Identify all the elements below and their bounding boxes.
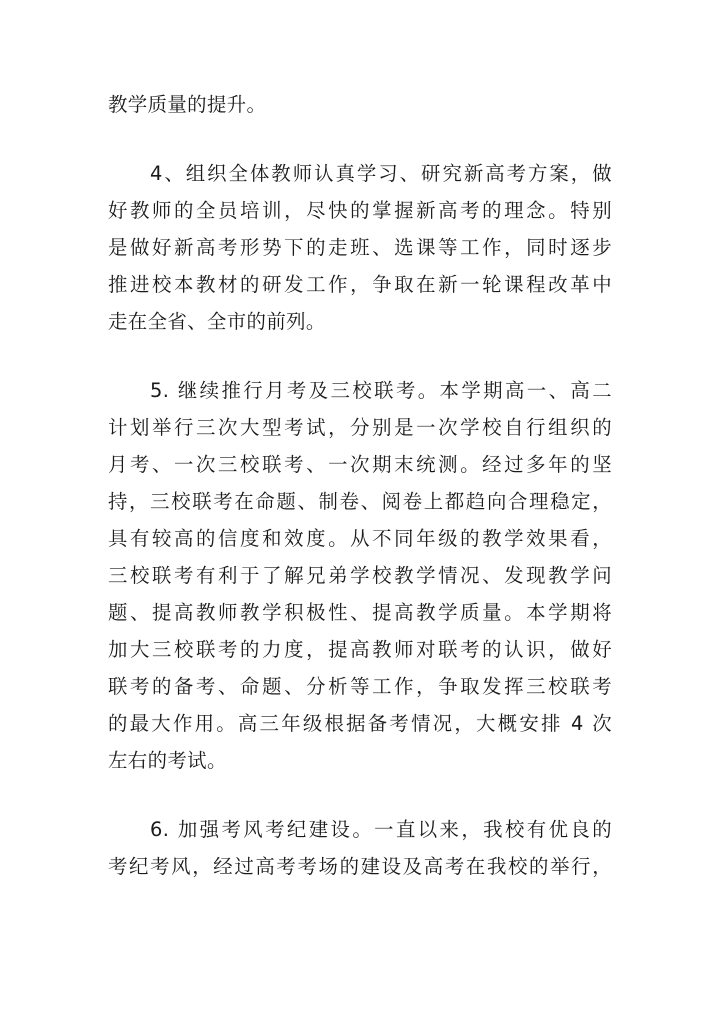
- paragraph-4: [108, 811, 612, 885]
- paragraph-1: [108, 86, 612, 123]
- paragraph-2: [108, 155, 612, 340]
- text-line: 4、组织全体教师认真学习、研究新高考方案，做: [150, 162, 612, 185]
- text-line: 三校联考有利于了解兄弟学校教学情况、发现教学问: [108, 564, 612, 587]
- text-line: 月考、一次三校联考、一次期末统测。经过多年的坚: [108, 453, 612, 476]
- paragraph-gap: [108, 340, 612, 372]
- text-line: 加大三校联考的力度，提高教师对联考的认识，做好: [108, 638, 612, 661]
- text-line: 6. 加强考风考纪建设。一直以来，我校有优良的: [150, 818, 612, 841]
- text-line: 好教师的全员培训，尽快的掌握新高考的理念。特别: [108, 199, 612, 222]
- text-line: 联考的备考、命题、分析等工作，争取发挥三校联考: [108, 675, 612, 698]
- document-page: [108, 86, 612, 885]
- text-line: 5. 继续推行月考及三校联考。本学期高一、高二: [150, 379, 612, 402]
- text-line: 持，三校联考在命题、制卷、阅卷上都趋向合理稳定，: [108, 490, 612, 513]
- paragraph-gap: [108, 779, 612, 811]
- paragraph-gap: [108, 123, 612, 155]
- text-line: 的最大作用。高三年级根据备考情况，大概安排 4 次: [108, 712, 612, 735]
- text-line: 是做好新高考形势下的走班、选课等工作，同时逐步: [108, 236, 612, 259]
- text-line: 左右的考试。: [108, 749, 227, 772]
- text-line: 题、提高教师教学积极性、提高教学质量。本学期将: [108, 601, 612, 624]
- text-line: 推进校本教材的研发工作，争取在新一轮课程改革中: [108, 273, 612, 296]
- text-line: 计划举行三次大型考试，分别是一次学校自行组织的: [108, 416, 612, 439]
- paragraph-3: [108, 372, 612, 779]
- text-line: 教学质量的提升。: [108, 93, 267, 116]
- text-line: 走在全省、全市的前列。: [108, 310, 326, 333]
- text-line: 考纪考风，经过高考考场的建设及高考在我校的举行，: [108, 855, 612, 878]
- text-line: 具有较高的信度和效度。从不同年级的教学效果看，: [108, 527, 612, 550]
